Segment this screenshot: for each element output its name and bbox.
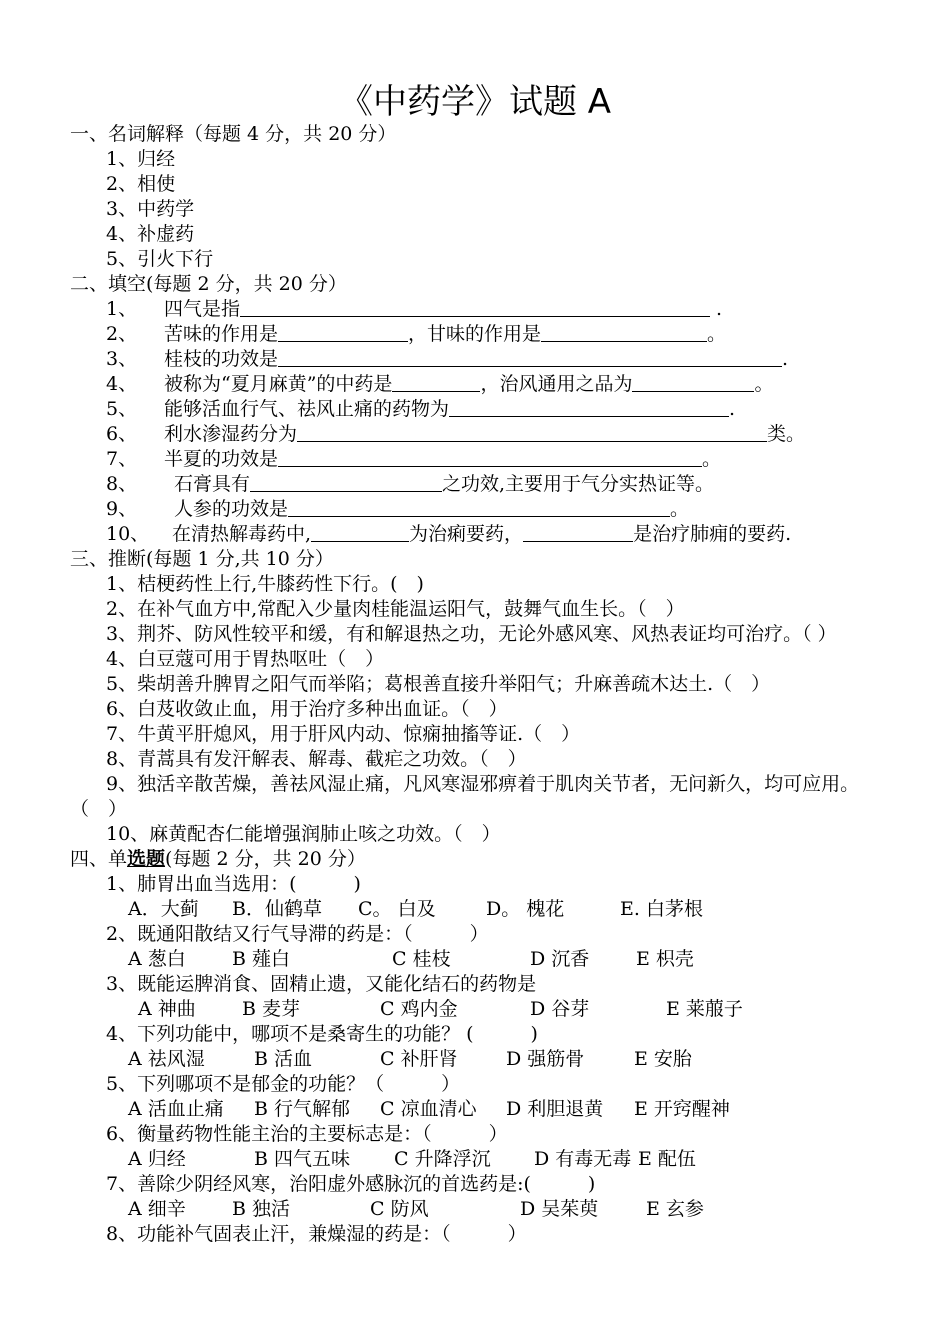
heading-text: 四、单 (70, 848, 128, 870)
item-text: 。 (702, 448, 722, 470)
item-number: 6、 (106, 423, 138, 445)
item-number: 3、 (106, 348, 138, 370)
choice-question: 6、衡量药物性能主治的主要标志是：（ ） (106, 1123, 508, 1145)
answer-blank[interactable] (311, 522, 409, 542)
item-text: 在清热解毒药中, (172, 523, 312, 545)
answer-blank[interactable] (449, 397, 729, 417)
choice-option[interactable]: A 葱白 (128, 948, 186, 970)
item-text: . (729, 398, 736, 420)
choice-question: 8、功能补气固表止汗，兼燥湿的药是：（ ） (106, 1223, 527, 1245)
choice-option[interactable]: D 谷芽 (530, 998, 590, 1020)
answer-blank[interactable] (541, 322, 707, 342)
fill-item (70, 447, 890, 472)
item-text: 能够活血行气、祛风止痛的药物为 (164, 398, 450, 420)
item-number: 1、 (106, 298, 138, 320)
judge-item-text: 3、荆芥、防风性较平和缓，有和解退热之功，无论外感风寒、风热表证均可治疗。（ ） (106, 623, 837, 645)
choice-question: 3、既能运脾消食、固精止遗，又能化结石的药物是 (106, 973, 537, 995)
choice-option[interactable]: A 细辛 (128, 1198, 186, 1220)
choice-question: 4、下列功能中，哪项不是桑寄生的功能？ ( ) (106, 1023, 538, 1045)
term-item: 5、引火下行 (106, 248, 214, 270)
fill-item (70, 297, 890, 322)
section-heading-3: 三、推断(每题 1 分,共 10 分） (70, 548, 334, 570)
item-number: 2、 (106, 323, 138, 345)
choice-option[interactable]: D 有毒无毒 (534, 1148, 632, 1170)
choice-option[interactable]: D 强筋骨 (506, 1048, 585, 1070)
choice-option[interactable]: C 凉血清心 (380, 1098, 477, 1120)
choice-options (70, 1197, 890, 1222)
choice-question: 5、下列哪项不是郁金的功能？（ ） (106, 1073, 461, 1095)
item-number: 10、 (106, 523, 150, 545)
section-heading-4 (70, 847, 890, 872)
judge-item (70, 622, 890, 647)
choice-option[interactable]: C 防风 (370, 1198, 429, 1220)
judge-item (70, 772, 890, 822)
item-text: ，治风通用之品为 (480, 373, 633, 395)
choice-option[interactable]: B 麦芽 (242, 998, 301, 1020)
choice-options (70, 1097, 890, 1122)
answer-blank[interactable] (278, 347, 782, 367)
judge-item: 8、青蒿具有发汗解表、解毒、截疟之功效。（ ） (106, 748, 527, 770)
fill-item (70, 322, 890, 347)
item-text: 是治疗肺痈的要药. (633, 523, 792, 545)
judge-item: 4、白豆蔻可用于胃热呕吐（ ） (106, 648, 385, 670)
judge-item: 1、桔梗药性上行,牛膝药性下行。( ) (106, 573, 424, 595)
choice-option[interactable]: A 祛风湿 (128, 1048, 205, 1070)
item-number: 9、 (106, 498, 138, 520)
term-item: 3、中药学 (106, 198, 195, 220)
choice-option[interactable]: C 桂枝 (392, 948, 451, 970)
choice-option[interactable]: D 沉香 (530, 948, 590, 970)
choice-option[interactable]: C 升降浮沉 (394, 1148, 491, 1170)
choice-question: 1、肺胃出血当选用：( ) (106, 873, 361, 895)
choice-options (70, 997, 890, 1022)
item-number: 8、 (106, 473, 138, 495)
term-item: 2、相使 (106, 173, 176, 195)
choice-option[interactable]: E 玄参 (646, 1198, 704, 1220)
section-heading-2: 二、填空(每题 2 分，共 20 分） (70, 273, 347, 295)
item-text: 。 (670, 498, 690, 520)
choice-option[interactable]: E 安胎 (634, 1048, 692, 1070)
item-text: 为治痢要药， (409, 523, 524, 545)
section-heading-1: 一、名词解释（每题 4 分，共 20 分） (70, 123, 397, 145)
choice-option[interactable]: E 枳壳 (636, 948, 694, 970)
item-text: 石膏具有 (174, 473, 251, 495)
choice-question: 2、既通阳散结又行气导滞的药是：（ ） (106, 923, 489, 945)
item-text: 之功效,主要用于气分实热证等。 (442, 473, 715, 495)
item-number: 5、 (106, 398, 138, 420)
item-text: 桂枝的功效是 (164, 348, 279, 370)
judge-item: 2、在补气血方中,常配入少量肉桂能温运阳气，鼓舞气血生长。（ ） (106, 598, 685, 620)
choice-option[interactable]: C 补肝肾 (380, 1048, 458, 1070)
choice-option[interactable]: D 吴茱萸 (520, 1198, 599, 1220)
choice-option[interactable]: E 开窍醒神 (634, 1098, 730, 1120)
fill-item (70, 472, 890, 497)
item-text: 人参的功效是 (174, 498, 289, 520)
fill-item (70, 522, 890, 547)
choice-option[interactable]: A．大蓟 (128, 898, 199, 920)
answer-blank[interactable] (288, 497, 670, 517)
fill-item (70, 372, 890, 397)
choice-options (70, 1147, 890, 1172)
choice-option[interactable]: C。 白及 (358, 898, 436, 920)
choice-option[interactable]: A 神曲 (138, 998, 196, 1020)
exam-body (70, 122, 890, 1247)
answer-blank[interactable] (297, 422, 767, 442)
choice-option[interactable]: E 配伍 (638, 1148, 696, 1170)
item-text: ，甘味的作用是 (408, 323, 542, 345)
item-text: . (710, 298, 723, 320)
heading-text: (每题 2 分，共 20 分） (165, 848, 366, 870)
item-text: . (782, 348, 789, 370)
choice-option[interactable]: A 归经 (128, 1148, 186, 1170)
judge-item: 5、柴胡善升脾胃之阳气而举陷；葛根善直接升举阳气；升麻善疏木达土.（ ） (106, 673, 771, 695)
item-text: 利水渗湿药分为 (164, 423, 298, 445)
choice-option[interactable]: B 活血 (254, 1048, 313, 1070)
choice-question: 7、善除少阴经风寒，治阳虚外感脉沉的首选药是:( ) (106, 1173, 596, 1195)
choice-option[interactable]: E. 白茅根 (620, 898, 703, 920)
choice-options (70, 897, 890, 922)
fill-item (70, 497, 890, 522)
choice-option[interactable]: E 莱菔子 (666, 998, 743, 1020)
choice-options (70, 1047, 890, 1072)
page-title: 《中药学》试题 A (338, 82, 612, 122)
fill-item (70, 397, 890, 422)
choice-option[interactable]: D 利胆退黄 (506, 1098, 604, 1120)
choice-option[interactable]: B 行气解郁 (254, 1098, 351, 1120)
judge-item: 6、白芨收敛止血，用于治疗多种出血证。（ ） (106, 698, 508, 720)
item-text: 半夏的功效是 (164, 448, 279, 470)
term-item: 4、补虚药 (106, 223, 195, 245)
item-text: 苦味的作用是 (164, 323, 279, 345)
answer-blank[interactable] (240, 297, 710, 317)
judge-item: 7、牛黄平肝熄风，用于肝风内动、惊痫抽搐等证.（ ） (106, 723, 581, 745)
item-text: 。 (754, 373, 774, 395)
item-text: 被称为“夏月麻黄”的中药是 (164, 373, 393, 395)
item-text: 四气是指 (164, 298, 241, 320)
answer-blank[interactable] (278, 447, 702, 467)
choice-option[interactable]: B 四气五味 (254, 1148, 351, 1170)
answer-blank[interactable] (392, 372, 480, 392)
fill-item (70, 422, 890, 447)
choice-option[interactable]: B 独活 (232, 1198, 291, 1220)
answer-blank[interactable] (250, 472, 442, 492)
choice-option[interactable]: D。 槐花 (486, 898, 565, 920)
item-number: 4、 (106, 373, 138, 395)
answer-blank[interactable] (278, 322, 408, 342)
choice-option[interactable]: B．仙鹤草 (232, 898, 322, 920)
choice-option[interactable]: A 活血止痛 (128, 1098, 224, 1120)
item-text: 类。 (767, 423, 806, 445)
choice-option[interactable]: C 鸡内金 (380, 998, 458, 1020)
heading-emphasis: 选题 (127, 848, 166, 870)
judge-item-text: 9、独活辛散苦燥，善祛风湿止痛，凡风寒湿邪痹着于肌肉关节者，无问新久，均可应用。（ ） (70, 773, 860, 820)
choice-option[interactable]: B 薤白 (232, 948, 291, 970)
answer-blank[interactable] (632, 372, 754, 392)
judge-item: 10、麻黄配杏仁能增强润肺止咳之功效。（ ） (106, 823, 501, 845)
item-number: 7、 (106, 448, 138, 470)
answer-blank[interactable] (523, 522, 633, 542)
item-text: 。 (707, 323, 727, 345)
fill-item (70, 347, 890, 372)
term-item: 1、归经 (106, 148, 176, 170)
choice-options (70, 947, 890, 972)
